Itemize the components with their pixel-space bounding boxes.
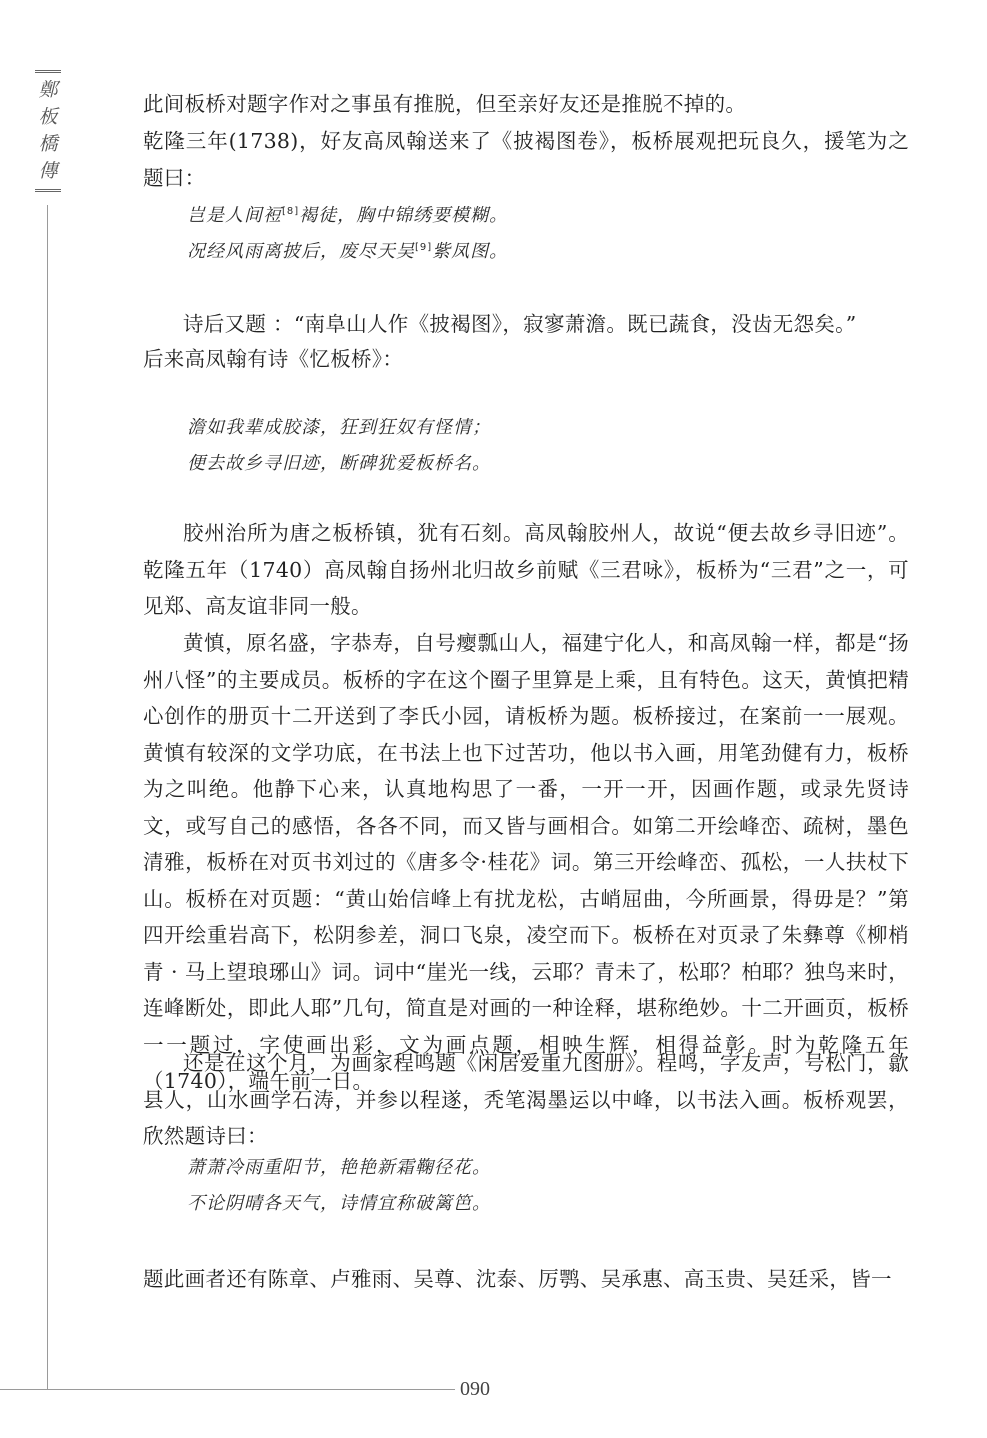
footnote-ref-8: [8] — [282, 206, 300, 217]
footnote-ref-9: [9] — [415, 242, 433, 253]
verse-1-line-1: 岂是人间裋[8]褐徒，胸中锦绣要模糊。 — [187, 205, 509, 226]
paragraph-5: 胶州治所为唐之板桥镇，犹有石刻。高凤翰胶州人，故说“便去故乡寻旧迹”。乾隆五年（1740）高凤翰自扬州北归故乡前赋《三君咏》，板桥为“三君”之一，可见郑、高友谊非同一般。 — [143, 521, 909, 618]
verse-3-line-1: 萧萧冷雨重阳节，艳艳新霜鞠径花。 — [187, 1157, 491, 1178]
verse-2-line-2: 便去故乡寻旧迹，断碑犹爱板桥名。 — [187, 453, 491, 474]
verse-3-line-2: 不论阴晴各天气，诗情宜称破篱笆。 — [187, 1193, 491, 1214]
running-title-char: 傳 — [38, 160, 58, 182]
running-title-char: 橋 — [38, 133, 58, 155]
verse-1-line-2: 况经风雨离披后，废尽天吴[9]紫凤图。 — [187, 241, 509, 262]
running-title — [30, 66, 66, 196]
running-title-char: 板 — [38, 106, 58, 128]
paragraph-6: 黄慎，原名盛，字恭寿，自号瘿瓢山人，福建宁化人，和高凤翰一样，都是“扬州八怪”的主要成员。板桥的字在这个圈子里算是上乘，且有特色。这天，黄慎把精心创作的册页十二开送到了李氏小园，请板桥为题。板桥接过，在案前一一展观。黄慎有较深的文学功底，在书法上也下过苦功，他以书入画，用笔劲健有力，板桥为之叫绝。他静下心来，认真地构思了一番，一开一开，因画作题，或录先贤诗文，或写自己的感悟，各各不同，而又皆与画相合。如第二开绘峰峦、疏树，墨色清雅，板桥在对页书刘过的《唐多令·桂花》词。第三开绘峰峦、孤松，一人扶杖下山。板桥在对页题：“黄山始信峰上有扰龙松，古峭屈曲，今所画景，得毋是？”第四开绘重岩高下，松阴参差，洞口飞泉，凌空而下。板桥在对页录了朱彝尊《柳梢青 · 马上望琅琊山》词。词中“崖光一线，云耶？青未了，松耶？柏耶？独鸟来时，连峰断处，即此人耶”几句，简直是对画的一种诠释，堪称绝妙。十二开画页，板桥一一题过，字使画出彩，文为画点题，相映生辉，相得益彰。时为乾隆五年（1740），端午前一日。 — [143, 631, 909, 1093]
paragraph-7: 还是在这个月，为画家程鸣题《闲居爱重九图册》。程鸣，字友声，号松门，歙县人，山水画学石涛，并参以程遂，秃笔渴墨运以中峰，以书法入画。板桥观罢，欣然题诗曰： — [143, 1051, 909, 1148]
paragraph-8: 题此画者还有陈章、卢雅雨、吴尊、沈泰、厉鹗、吴承惠、高玉贵、吴廷采，皆一 — [143, 1267, 892, 1291]
footer-rule — [0, 1389, 455, 1390]
paragraph-2: 乾隆三年(1738)，好友高凤翰送来了《披褐图卷》，板桥展观把玩良久，援笔为之题曰： — [143, 129, 909, 190]
title-ornament-bottom — [35, 189, 61, 192]
title-ornament-top — [35, 70, 61, 73]
paragraph-4: 后来高凤翰有诗《忆板桥》： — [143, 347, 404, 371]
margin-rule — [47, 205, 48, 1390]
page-number: 090 — [460, 1378, 490, 1400]
running-title-char: 鄭 — [38, 79, 58, 101]
verse-2-line-1: 澹如我辈成胶漆，狂到狂奴有怪情； — [187, 417, 491, 438]
paragraph-3: 诗后又题 ：“南阜山人作《披褐图》，寂寥萧澹。既已蔬食，没齿无怨矣。” — [183, 312, 857, 336]
paragraph-1: 此间板桥对题字作对之事虽有推脱，但至亲好友还是推脱不掉的。 — [143, 92, 747, 116]
